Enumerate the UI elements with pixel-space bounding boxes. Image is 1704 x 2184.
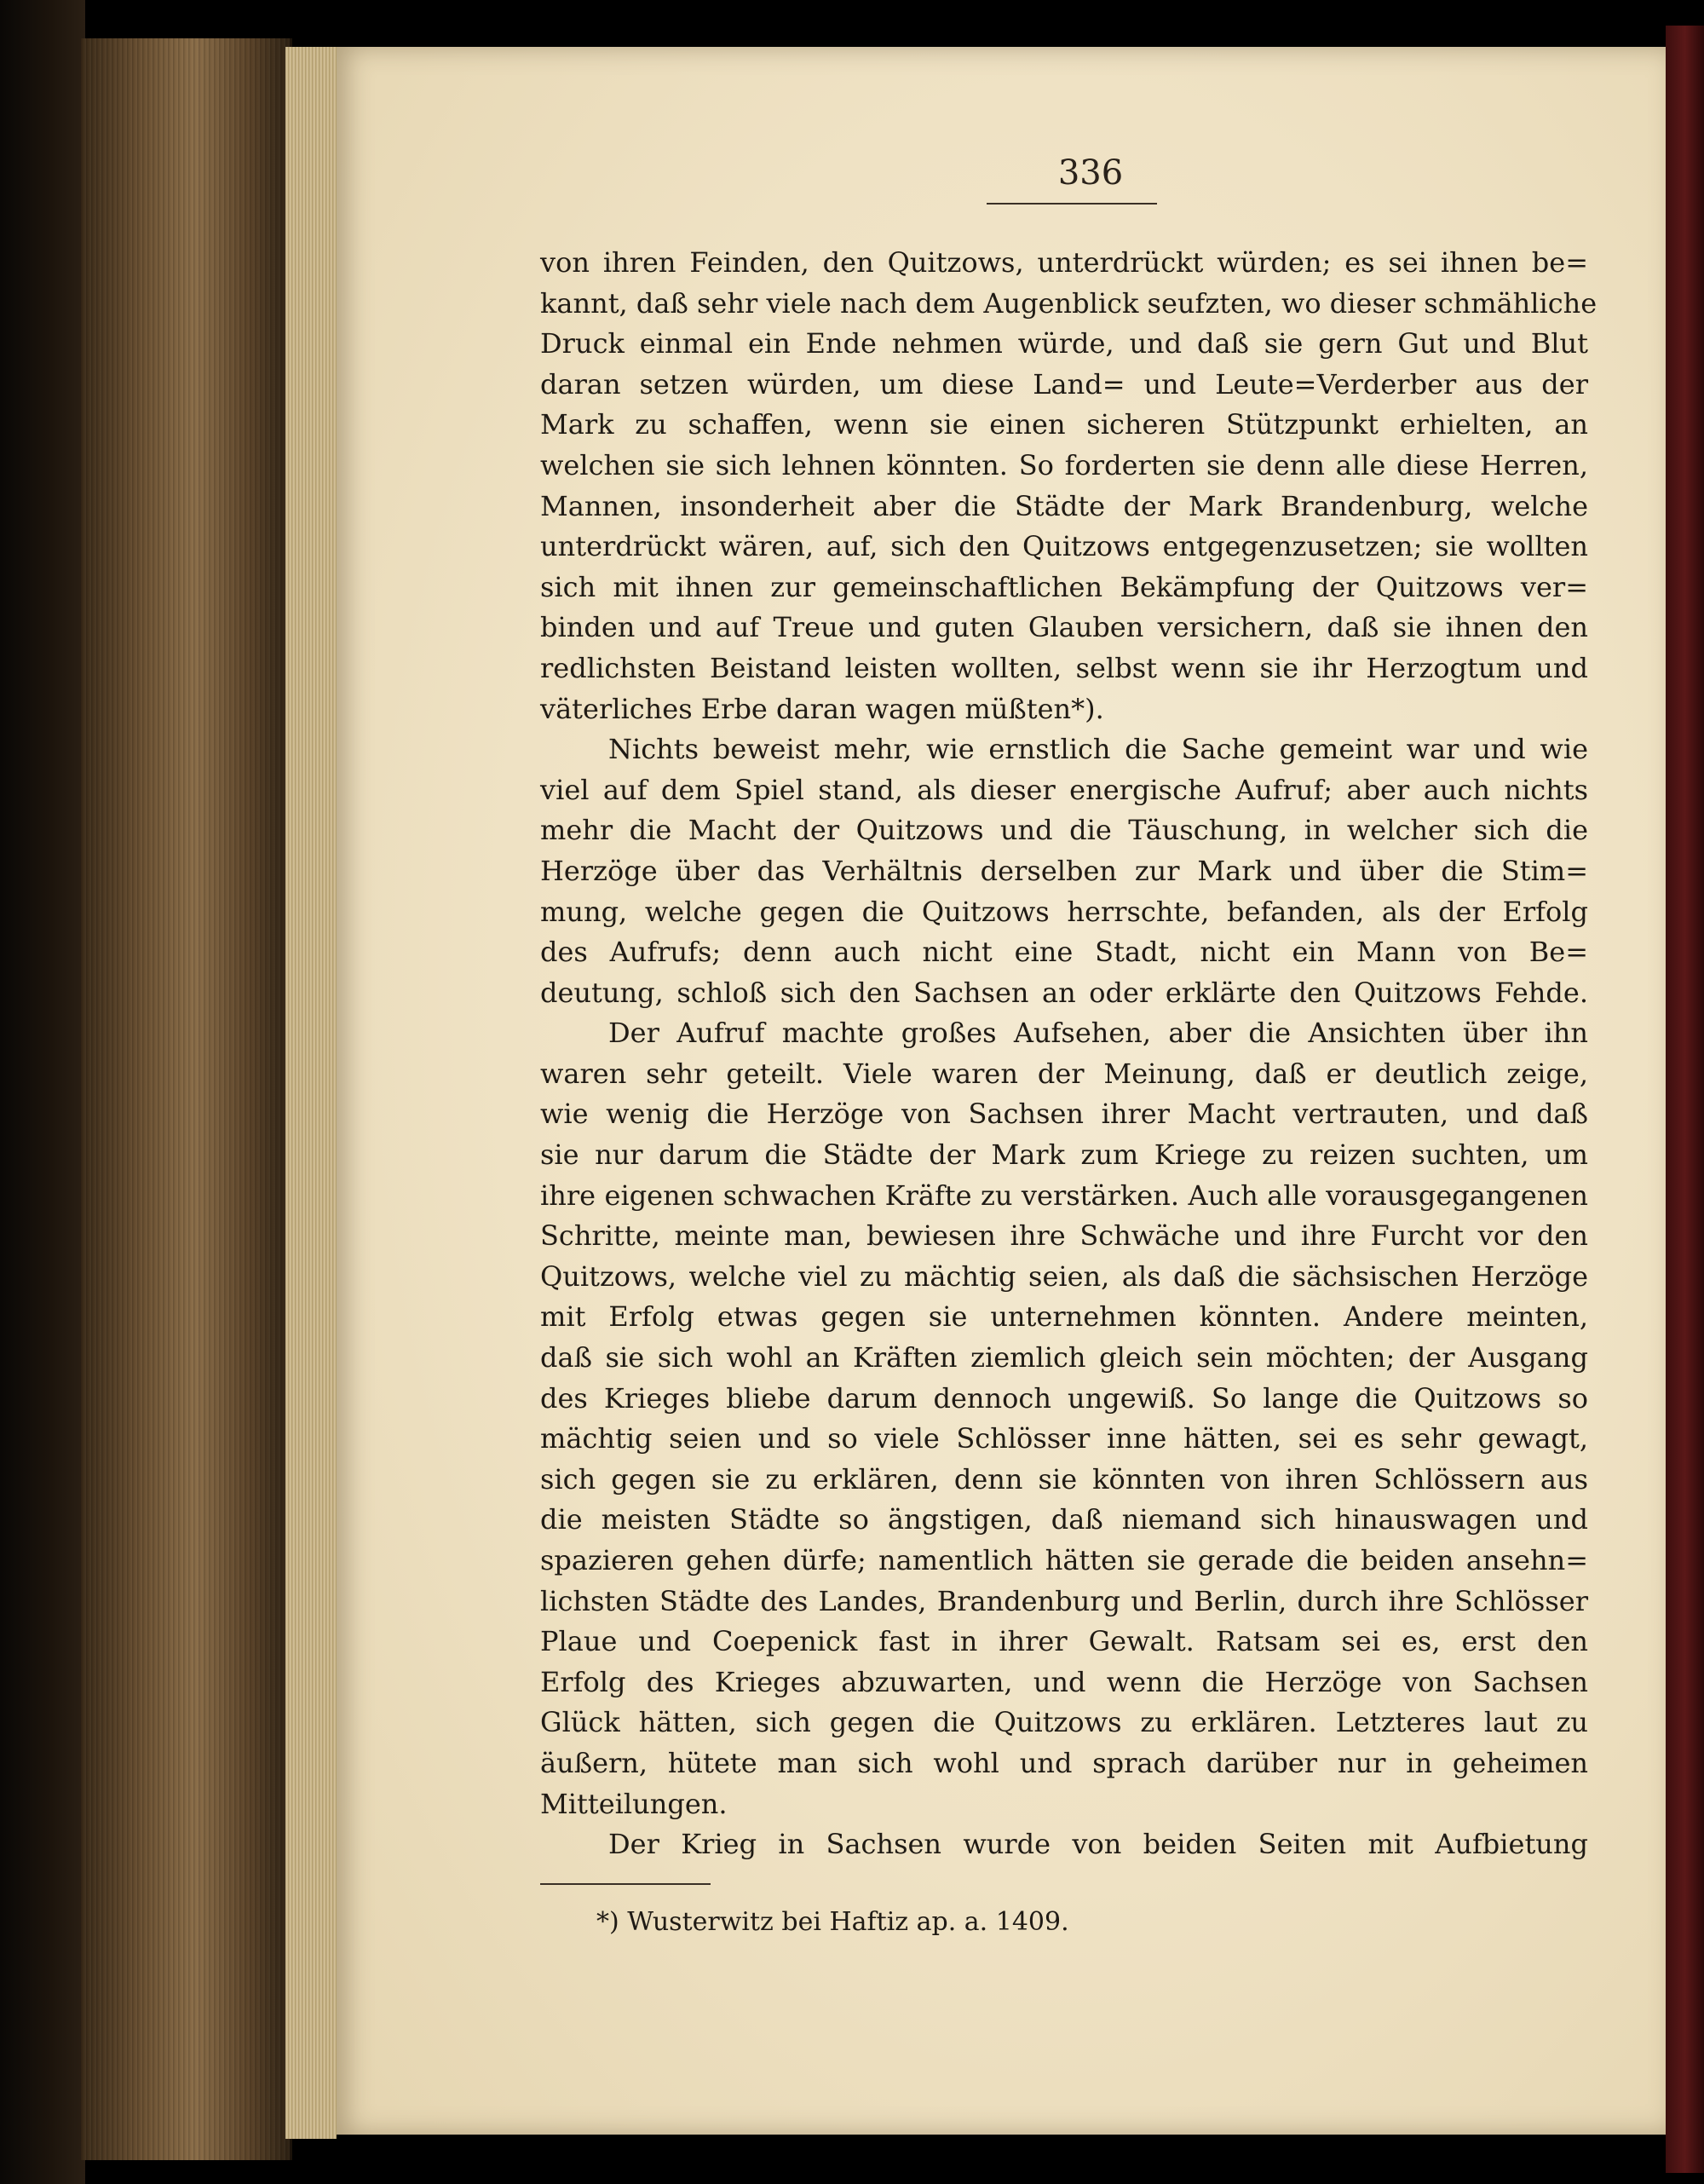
text-line: des Krieges bliebe darum dennoch ungewiß. So lange die Quitzows so (540, 1381, 1588, 1415)
text-line: redlichsten Beistand leisten wollten, selbst wenn sie ihr Herzogtum und (540, 651, 1588, 684)
text-line: Schritte, meinte man, bewiesen ihre Schwäche und ihre Furcht vor den (540, 1219, 1588, 1253)
text-line: sich gegen sie zu erklären, denn sie könnten von ihren Schlössern aus (540, 1462, 1588, 1495)
text-line: kannt, daß sehr viele nach dem Augenblick seufzten, wo dieser schmähliche (540, 286, 1598, 320)
body-text (540, 243, 1598, 1865)
text-line: lichsten Städte des Landes, Brandenburg und Berlin, durch ihre Schlösser (540, 1584, 1588, 1617)
text-line: spazieren gehen dürfe; namentlich hätten sie gerade die beiden ansehn= (540, 1544, 1588, 1576)
text-line: von ihren Feinden, den Quitzows, unterdrückt würden; es sei ihnen be= (540, 246, 1588, 279)
text-line: Mitteilungen. (540, 1787, 728, 1820)
book-cover-marbled (81, 38, 292, 2160)
text-line: viel auf dem Spiel stand, als dieser energische Aufruf; aber auch nichts (540, 773, 1588, 806)
text-line: Der Aufruf machte großes Aufsehen, aber die Ansichten über ihn (608, 1017, 1588, 1050)
text-line: daran setzen würden, um diese Land= und Leute=Verderber aus der (540, 367, 1588, 400)
text-line: sich mit ihnen zur gemeinschaftlichen Bekämpfung der Quitzows ver= (540, 570, 1588, 603)
text-line: Herzöge über das Verhältnis derselben zur Mark und über die Stim= (540, 854, 1588, 887)
text-line: Quitzows, welche viel zu mächtig seien, als daß die sächsischen Herzöge (540, 1259, 1588, 1293)
text-line: ihre eigenen schwachen Kräfte zu verstärken. Auch alle vorausgegangenen (540, 1178, 1588, 1212)
text-line: Druck einmal ein Ende nehmen würde, und daß sie gern Gut und Blut (540, 327, 1588, 360)
text-line: mung, welche gegen die Quitzows herrschte, befanden, als der Erfolg (540, 895, 1588, 928)
text-line: väterliches Erbe daran wagen müßten*). (540, 692, 1104, 725)
text-line: wie wenig die Herzöge von Sachsen ihrer Macht vertrauten, und daß (540, 1098, 1588, 1131)
footnote-rule (540, 1883, 711, 1885)
text-line: daß sie sich wohl an Kräften ziemlich gleich sein möchten; der Ausgang (540, 1341, 1588, 1374)
text-line: Nichts beweist mehr, wie ernstlich die Sache gemeint war und wie (608, 733, 1588, 766)
text-line: mächtig seien und so viele Schlösser inne hätten, sei es sehr gewagt, (540, 1422, 1588, 1455)
text-line: mit Erfolg etwas gegen sie unternehmen könnten. Andere meinten, (540, 1300, 1588, 1334)
text-line: Mannen, insonderheit aber die Städte der Mark Brandenburg, welche (540, 489, 1588, 522)
facing-cover-edge (1666, 26, 1704, 2173)
text-line: Der Krieg in Sachsen wurde von beiden Seiten mit Aufbietung (608, 1828, 1588, 1861)
text-line: des Aufrufs; denn auch nicht eine Stadt, nicht ein Mann von Be= (540, 936, 1588, 969)
text-line: Erfolg des Krieges abzuwarten, und wenn die Herzöge von Sachsen (540, 1665, 1588, 1698)
text-line: unterdrückt wären, auf, sich den Quitzows entgegenzusetzen; sie wollten (540, 530, 1588, 563)
text-line: Mark zu schaffen, wenn sie einen sicheren Stützpunkt erhielten, an (540, 408, 1588, 441)
header-rule (987, 203, 1157, 205)
text-line: binden und auf Treue und guten Glauben versichern, daß sie ihnen den (540, 611, 1588, 644)
text-line: mehr die Macht der Quitzows und die Täuschung, in welcher sich die (540, 814, 1588, 847)
text-line: äußern, hütete man sich wohl und sprach darüber nur in geheimen (540, 1746, 1588, 1779)
text-line: sie nur darum die Städte der Mark zum Kriege zu reizen suchten, um (540, 1138, 1588, 1172)
text-line: welchen sie sich lehnen könnten. So forderten sie denn alle diese Herren, (540, 448, 1588, 481)
text-line: die meisten Städte so ängstigen, daß niemand sich hinauswagen und (540, 1503, 1588, 1536)
page-number: 336 (1057, 153, 1124, 193)
text-line: waren sehr geteilt. Viele waren der Meinung, daß er deutlich zeige, (540, 1057, 1588, 1090)
text-line: Glück hätten, sich gegen die Quitzows zu erklären. Letzteres laut zu (540, 1706, 1588, 1739)
text-line: deutung, schloß sich den Sachsen an oder erklärte den Quitzows Fehde. (540, 976, 1588, 1009)
text-line: Plaue und Coepenick fast in ihrer Gewalt. Ratsam sei es, erst den (540, 1625, 1588, 1658)
footnote: *) Wusterwitz bei Haftiz ap. a. 1409. (596, 1907, 1069, 1937)
book-spine-shadow (0, 0, 85, 2184)
page-stack-edges (285, 47, 337, 2139)
